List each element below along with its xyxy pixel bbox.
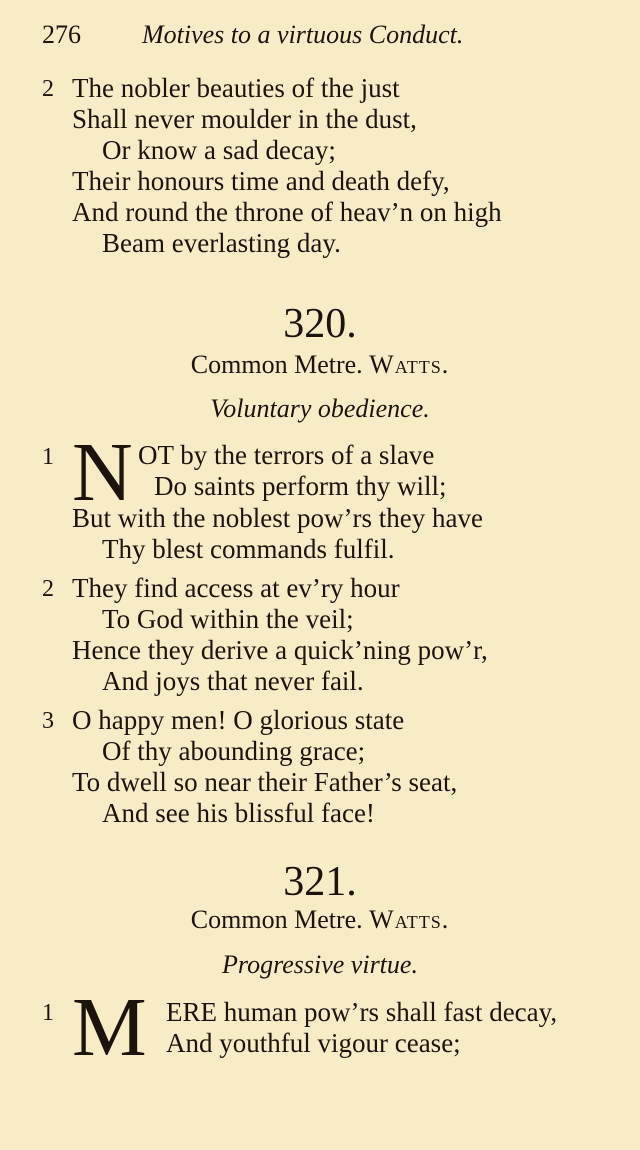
- verse-line: And joys that never fail.: [102, 666, 364, 696]
- running-title: Motives to a virtuous Conduct.: [142, 20, 464, 49]
- verse-line: And youthful vigour cease;: [166, 1028, 461, 1058]
- verse-line: Shall never moulder in the dust,: [72, 104, 417, 134]
- page-header: [42, 20, 610, 54]
- page-number: 276: [42, 20, 81, 49]
- verse-line: They find access at ev’ry hour: [72, 573, 400, 603]
- stanza-number: 2: [42, 76, 54, 102]
- drop-cap: M: [72, 981, 147, 1074]
- verse-line: Their honours time and death defy,: [72, 166, 450, 196]
- verse-line: Do saints perform thy will;: [154, 471, 447, 501]
- hymn-subject: Progressive virtue.: [222, 950, 418, 979]
- stanza-number: 3: [42, 708, 54, 734]
- verse-line: To dwell so near their Father’s seat,: [72, 767, 458, 797]
- verse-line: Or know a sad decay;: [102, 135, 336, 165]
- author: Watts.: [369, 905, 450, 934]
- verse-line: But with the noblest pow’rs they have: [72, 503, 483, 533]
- verse-line: Hence they derive a quick’ning pow’r,: [72, 635, 488, 665]
- verse-line: And round the throne of heav’n on high: [72, 197, 502, 227]
- verse-line: O happy men! O glorious state: [72, 705, 405, 735]
- verse-line: OT by the terrors of a slave: [138, 440, 435, 470]
- verse-line: The nobler beauties of the just: [72, 73, 400, 103]
- hymn-number: 321.: [283, 859, 357, 905]
- verse-line: Beam everlasting day.: [102, 228, 341, 258]
- verse-line: And see his blissful face!: [102, 798, 375, 828]
- stanza-number: 1: [42, 444, 54, 470]
- author: Watts.: [369, 350, 450, 379]
- hymn-subject: Voluntary obedience.: [210, 394, 430, 423]
- verse-line: ERE human pow’rs shall fast decay,: [166, 997, 558, 1027]
- verse-line: To God within the veil;: [102, 604, 354, 634]
- drop-cap: N: [72, 426, 133, 519]
- verse-line: Thy blest commands fulfil.: [102, 534, 395, 564]
- meter: Common Metre.: [190, 905, 363, 934]
- hymn-number: 320.: [283, 301, 357, 347]
- meter: Common Metre.: [190, 350, 363, 379]
- stanza-number: 1: [42, 1000, 54, 1026]
- stanza-number: 2: [42, 576, 54, 602]
- hymn-meter-line: [0, 350, 640, 380]
- hymn-meter-line: [0, 905, 640, 935]
- verse-line: Of thy abounding grace;: [102, 736, 366, 766]
